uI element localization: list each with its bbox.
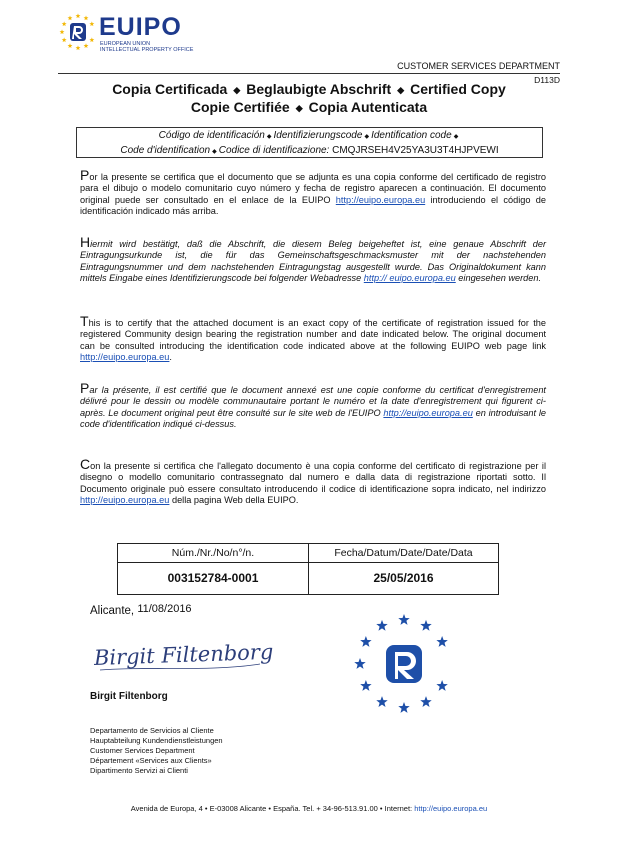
- star-icon: [76, 13, 81, 18]
- department-line: Customer Services Department: [90, 746, 195, 755]
- id-label-fr: Code d'identification: [120, 145, 211, 156]
- star-icon: [436, 680, 447, 691]
- paragraph-de: [80, 234, 546, 285]
- title-en: Certified Copy: [410, 81, 506, 97]
- registration-date-value: 25/05/2016: [373, 571, 434, 585]
- id-label-en: Identification code: [371, 130, 452, 141]
- title-separator: ◆: [397, 84, 405, 95]
- euipo-link[interactable]: http://euipo.europa.eu: [383, 407, 473, 418]
- id-label-it: Codice di identificazione:: [218, 145, 330, 156]
- department-line: Departamento de Servicios al Cliente: [90, 726, 214, 735]
- document-code: D113D: [534, 75, 560, 85]
- star-icon: [376, 696, 387, 707]
- paragraph-text: eingesehen werden.: [455, 273, 542, 284]
- header-rule: [58, 73, 560, 74]
- footer-link[interactable]: http://euipo.europa.eu: [414, 804, 488, 813]
- euipo-link[interactable]: http://euipo.europa.eu: [80, 495, 170, 506]
- logo-subtitle-1: EUROPEAN UNION: [100, 41, 151, 47]
- paragraph-initial: H: [80, 234, 91, 250]
- footer-address: [58, 804, 560, 813]
- title-it: Copia Autenticata: [308, 98, 428, 115]
- logo-subtitle-2: INTELLECTUAL PROPERTY OFFICE: [100, 47, 194, 53]
- signer-name: Birgit Filtenborg: [90, 691, 168, 702]
- star-icon: [84, 43, 89, 48]
- issue-date: 11/08/2016: [137, 603, 192, 615]
- star-icon: [89, 21, 94, 26]
- certificate-titles: [58, 81, 560, 117]
- identification-code-box: [76, 127, 543, 158]
- star-icon: [68, 16, 73, 21]
- euipo-emblem-icon: [349, 610, 459, 720]
- id-label-es: Código de identificación: [158, 130, 265, 141]
- registration-number-value: 003152784-0001: [118, 563, 309, 594]
- paragraph-text: his is to certify that the attached document is an exact copy of the certificate of registration issued for the registered Community design bearing the registration number and date indicated below. The original document can be consulted introducing the identification code indicated above at the following EUIPO web page link: [80, 318, 546, 351]
- star-icon: [398, 614, 409, 625]
- paragraph-initial: C: [80, 456, 91, 472]
- title-es: Copia Certificada: [112, 81, 228, 97]
- star-icon: [84, 16, 89, 21]
- paragraph-text: della pagina Web della EUIPO.: [169, 495, 299, 506]
- signature-text: Birgit Filtenborg: [93, 639, 274, 670]
- paragraph-text: or la presente se certifica que el documento que se adjunta es una copia conforme del certificado de registro para el dibujo o modelo comunitario cuyo número y fecha de registro aparecen a continuación. El documento original puede ser consultado en el enlace de la EUIPO: [80, 172, 546, 205]
- department-line: Hauptabteilung Kundendienstleistungen: [90, 736, 223, 745]
- paragraph-text: iermit wird bestätigt, daß die Abschrift, die diesem Beleg beigeheftet ist, eine genaue Abschrift der Eintragungsurkunde ist, die für das Gemeinschaftsgeschmacksmuster mit der nachstehenden Eintragungsnummer und dem nachstehenden Eintragungstag ausgestellt wurde. Das Originaldokument kann mittels Eingabe eines Identifizierungscode bei folgender Webadresse: [80, 239, 546, 284]
- id-separator: ◆: [364, 134, 370, 140]
- id-separator: ◆: [212, 149, 217, 155]
- handwritten-signature: [90, 628, 280, 678]
- star-icon: [398, 702, 409, 713]
- identification-code-value: CMQJRSEH4V25YA3U3T4HJPVEWI: [332, 145, 499, 156]
- paragraph-fr: [80, 380, 547, 431]
- id-label-de: Identifizierungscode: [273, 130, 363, 141]
- paragraph-it: [80, 456, 546, 507]
- star-icon: [420, 696, 431, 707]
- star-icon: [376, 620, 387, 631]
- star-icon: [76, 45, 81, 50]
- paragraph-initial: P: [80, 167, 90, 183]
- euipo-logo-emblem-icon: [58, 12, 98, 52]
- star-icon: [420, 620, 431, 631]
- star-icon: [62, 21, 67, 26]
- paragraph-initial: P: [80, 380, 90, 396]
- department-header: CUSTOMER SERVICES DEPARTMENT: [397, 61, 560, 71]
- star-icon: [89, 37, 94, 42]
- paragraph-text: ar la présente, il est certifié que le document annexé est une copie conforme du certificat d'enregistrement délivré pour le dessin ou modèle communautaire portant le numéro et la date d'enregistrement qui figurent ci-après. Le document original peut être consulté sur le site web de l'EUIPO: [80, 385, 546, 418]
- place-and-date: [90, 603, 192, 617]
- star-icon: [68, 43, 73, 48]
- euipo-link[interactable]: http://euipo.europa.eu: [80, 352, 170, 363]
- paragraph-en: [80, 313, 546, 364]
- footer-text: Avenida de Europa, 4 • E-03008 Alicante • España. Tel. + 34-96-513.91.00 • Internet:: [130, 804, 415, 813]
- paragraph-text: introduciendo el código de identificación indicado más arriba.: [80, 194, 546, 217]
- paragraph-text: .: [169, 352, 172, 363]
- id-separator: ◆: [453, 134, 459, 140]
- star-icon: [62, 37, 67, 42]
- euipo-link[interactable]: http:// euipo.europa.eu: [363, 273, 456, 284]
- euipo-logo: [58, 10, 198, 56]
- star-icon: [360, 680, 371, 691]
- paragraph-initial: T: [80, 313, 89, 329]
- paragraph-es: [80, 167, 546, 218]
- registration-table: [117, 543, 499, 595]
- title-separator: ◆: [295, 102, 303, 113]
- department-list: [90, 726, 223, 776]
- registration-date-header: Fecha/Datum/Date/Date/Data: [309, 544, 498, 563]
- id-separator: ◆: [266, 134, 272, 140]
- title-de: Beglaubigte Abschrift: [246, 81, 392, 97]
- department-line: Dipartimento Servizi ai Clienti: [90, 766, 188, 775]
- star-icon: [354, 658, 365, 669]
- registration-number-header: Núm./Nr./No/n°/n.: [118, 544, 309, 563]
- star-icon: [60, 29, 65, 34]
- paragraph-text: en introduisant le code d'identification indiqué ci-dessus.: [80, 407, 547, 430]
- logo-wordmark: EUIPO: [99, 13, 182, 41]
- paragraph-text: on la presente si certifica che l'allegato documento è una copia conforme del certificato di registrazione per il disegno o modello comunitario contrassegnato dal numero e dalla data di registrazione riportati sotto. Il Documento originale può essere consultato introducendo il codice di identificazione sopra indicato, nel indirizzo: [80, 461, 546, 494]
- place: Alicante,: [90, 605, 135, 617]
- department-line: Département «Services aux Clients»: [90, 756, 212, 765]
- title-fr: Copie Certifiée: [190, 98, 290, 115]
- euipo-link[interactable]: http://euipo.europa.eu: [335, 194, 426, 205]
- title-separator: ◆: [233, 84, 241, 95]
- star-icon: [436, 636, 447, 647]
- star-icon: [360, 636, 371, 647]
